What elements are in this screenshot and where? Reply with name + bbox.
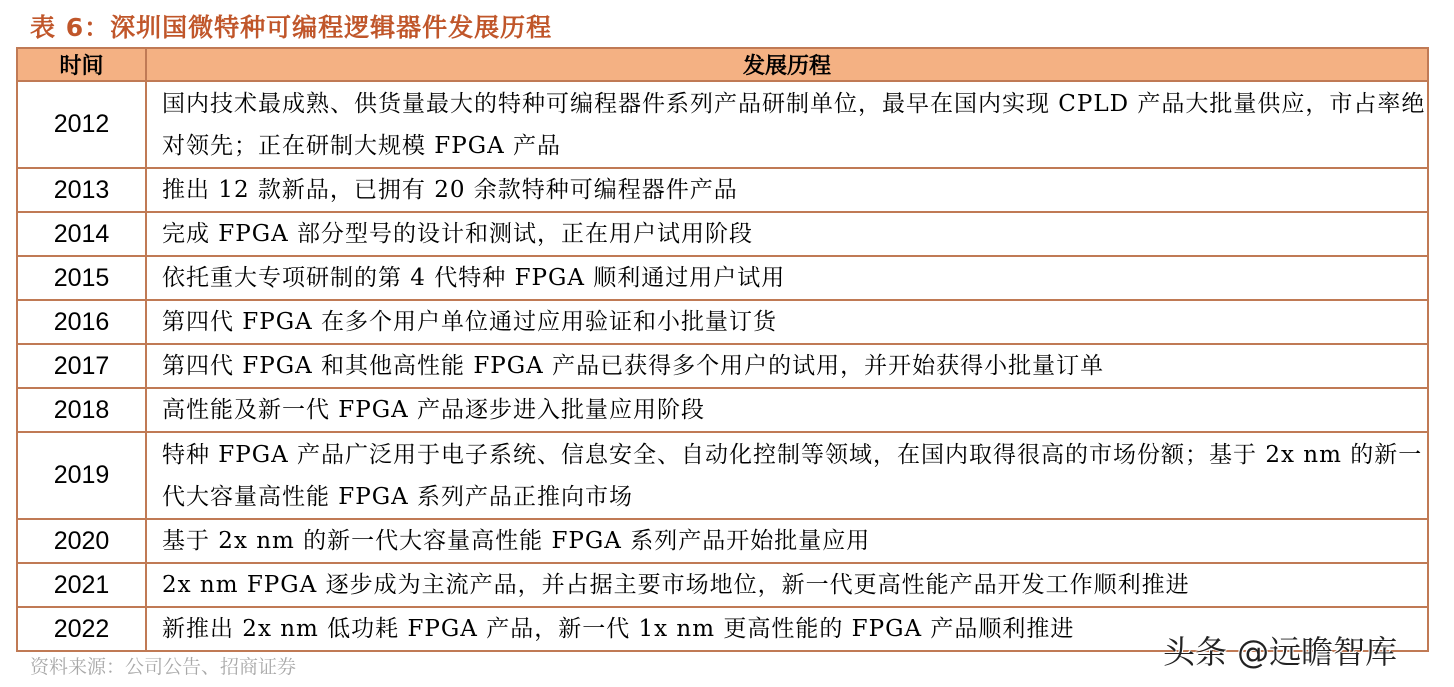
history-table (16, 47, 1429, 652)
header-history: 发展历程 (146, 48, 1428, 81)
source-note: 资料来源：公司公告、招商证券 (30, 656, 297, 678)
year-cell: 2013 (17, 168, 146, 212)
year-cell: 2017 (17, 344, 146, 388)
table-row (17, 432, 1428, 519)
desc-cell: 高性能及新一代 FPGA 产品逐步进入批量应用阶段 (146, 388, 1428, 432)
desc-cell: 基于 2x nm 的新一代大容量高性能 FPGA 系列产品开始批量应用 (146, 519, 1428, 563)
desc-cell: 特种 FPGA 产品广泛用于电子系统、信息安全、自动化控制等领域，在国内取得很高的市场份额；基于 2x nm 的新一代大容量高性能 FPGA 系列产品正推向市场 (146, 432, 1428, 519)
desc-cell: 推出 12 款新品，已拥有 20 余款特种可编程器件产品 (146, 168, 1428, 212)
table-title: 表 6：深圳国微特种可编程逻辑器件发展历程 (30, 13, 553, 42)
table-row (17, 256, 1428, 300)
watermark: 头条 @远瞻智库 (1163, 633, 1398, 671)
year-cell: 2014 (17, 212, 146, 256)
table-row (17, 563, 1428, 607)
year-cell: 2016 (17, 300, 146, 344)
table-row (17, 344, 1428, 388)
desc-cell: 2x nm FPGA 逐步成为主流产品，并占据主要市场地位，新一代更高性能产品开发工作顺利推进 (146, 563, 1428, 607)
year-cell: 2019 (17, 432, 146, 519)
year-cell: 2012 (17, 81, 146, 168)
desc-cell: 依托重大专项研制的第 4 代特种 FPGA 顺利通过用户试用 (146, 256, 1428, 300)
desc-cell: 新推出 2x nm 低功耗 FPGA 产品，新一代 1x nm 更高性能的 FPGA 产品顺利推进 (146, 607, 1428, 651)
table-row (17, 81, 1428, 168)
year-cell: 2022 (17, 607, 146, 651)
year-cell: 2020 (17, 519, 146, 563)
table-row (17, 388, 1428, 432)
desc-cell: 完成 FPGA 部分型号的设计和测试，正在用户试用阶段 (146, 212, 1428, 256)
desc-cell: 国内技术最成熟、供货量最大的特种可编程器件系列产品研制单位，最早在国内实现 CPLD 产品大批量供应，市占率绝对领先；正在研制大规模 FPGA 产品 (146, 81, 1428, 168)
year-cell: 2015 (17, 256, 146, 300)
header-time: 时间 (17, 48, 146, 81)
year-cell: 2018 (17, 388, 146, 432)
desc-cell: 第四代 FPGA 和其他高性能 FPGA 产品已获得多个用户的试用，并开始获得小批量订单 (146, 344, 1428, 388)
table-row (17, 168, 1428, 212)
table-header-row (17, 48, 1428, 81)
table-row (17, 212, 1428, 256)
table-row (17, 300, 1428, 344)
desc-cell: 第四代 FPGA 在多个用户单位通过应用验证和小批量订货 (146, 300, 1428, 344)
year-cell: 2021 (17, 563, 146, 607)
table-row (17, 519, 1428, 563)
